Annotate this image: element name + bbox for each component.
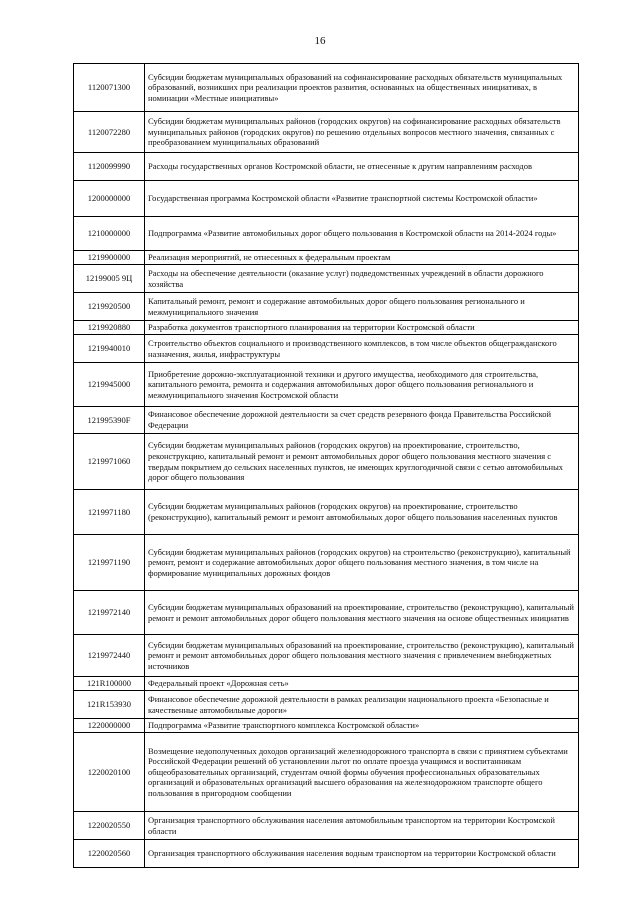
row-description: Расходы государственных органов Костромской области, не отнесенные к другим направлениям расходов bbox=[145, 153, 579, 181]
row-description: Субсидии бюджетам муниципальных районов (городских округов) на строительство (реконструкцию), капитальный ремонт, ремонт и содержание автомобильных дорог общего пользования местного значения, в том числе на формирование муниципальных дорожных фондов bbox=[145, 535, 579, 591]
row-code: 121R153930 bbox=[74, 691, 145, 719]
table-row bbox=[74, 407, 579, 434]
table-row bbox=[74, 719, 579, 733]
table-row bbox=[74, 181, 579, 217]
row-code: 1219971190 bbox=[74, 535, 145, 591]
row-code: 1120071300 bbox=[74, 64, 145, 112]
page-number: 16 bbox=[314, 35, 326, 47]
row-code: 1220020100 bbox=[74, 733, 145, 812]
row-code: 1219972440 bbox=[74, 635, 145, 677]
row-code: 1219971180 bbox=[74, 490, 145, 535]
row-description: Государственная программа Костромской области «Развитие транспортной системы Костромской области» bbox=[145, 181, 579, 217]
row-description: Финансовое обеспечение дорожной деятельности в рамках реализации национального проекта «Безопасные и качественные автомобильные дороги» bbox=[145, 691, 579, 719]
row-code: 1120099990 bbox=[74, 153, 145, 181]
row-code: 1220020560 bbox=[74, 840, 145, 868]
row-description: Расходы на обеспечение деятельности (оказание услуг) подведомственных учреждений в области дорожного хозяйства bbox=[145, 265, 579, 293]
row-code: 1219971060 bbox=[74, 434, 145, 490]
table-row bbox=[74, 153, 579, 181]
row-code: 1219920880 bbox=[74, 321, 145, 335]
row-code: 1219972140 bbox=[74, 591, 145, 635]
row-description: Организация транспортного обслуживания населения водным транспортом на территории Костромской области bbox=[145, 840, 579, 868]
row-description: Капитальный ремонт, ремонт и содержание автомобильных дорог общего пользования регионального и межмуниципального значения bbox=[145, 293, 579, 321]
row-code: 1219945000 bbox=[74, 363, 145, 407]
row-code: 121R100000 bbox=[74, 677, 145, 691]
table-row bbox=[74, 691, 579, 719]
row-description: Подпрограмма «Развитие транспортного комплекса Костромской области» bbox=[145, 719, 579, 733]
table-row bbox=[74, 635, 579, 677]
row-code: 1220020550 bbox=[74, 812, 145, 840]
row-code: 1219920500 bbox=[74, 293, 145, 321]
row-code: 1220000000 bbox=[74, 719, 145, 733]
row-description: Разработка документов транспортного планирования на территории Костромской области bbox=[145, 321, 579, 335]
row-code: 1200000000 bbox=[74, 181, 145, 217]
row-code: 1210000000 bbox=[74, 217, 145, 251]
row-code: 1120072280 bbox=[74, 112, 145, 153]
table-row bbox=[74, 535, 579, 591]
table-row bbox=[74, 64, 579, 112]
row-description: Субсидии бюджетам муниципальных образований на проектирование, строительство (реконструкцию), капитальный ремонт и ремонт автомобильных дорог общего пользования местного значения с привлечением внебюджетных источников bbox=[145, 635, 579, 677]
row-description: Субсидии бюджетам муниципальных районов (городских округов) на проектирование, строительство, реконструкцию, капитальный ремонт и ремонт автомобильных дорог общего пользования местного значения с твердым покрытием до сельских населенных пунктов, не имеющих круглогодичной связи с сетью автомобильных дорог общего пользования bbox=[145, 434, 579, 490]
table-row bbox=[74, 490, 579, 535]
row-description: Организация транспортного обслуживания населения автомобильным транспортом на территории Костромской области bbox=[145, 812, 579, 840]
row-description: Федеральный проект «Дорожная сеть» bbox=[145, 677, 579, 691]
table-row bbox=[74, 265, 579, 293]
row-description: Реализация мероприятий, не отнесенных к федеральным проектам bbox=[145, 251, 579, 265]
row-description: Подпрограмма «Развитие автомобильных дорог общего пользования в Костромской области на 2014-2024 годы» bbox=[145, 217, 579, 251]
row-description: Субсидии бюджетам муниципальных районов (городских округов) на софинансирование расходных обязательств муниципальных районов (городских округов) по решению отдельных вопросов местного значения, связанных с преобразованием муниципальных образований bbox=[145, 112, 579, 153]
row-description: Возмещение недополученных доходов организаций железнодорожного транспорта в связи с принятием субъектами Российской Федерации решений об установлении льгот по оплате проезда учащимся и воспитанникам общеобразовательных организаций, студентам очной формы обучения профессиональных образовательных организаций и образовательных организаций высшего образования на железнодорожном транспорте общего пользования в пригородном сообщении bbox=[145, 733, 579, 812]
row-code: 121995390F bbox=[74, 407, 145, 434]
row-code: 12199005 9Ц bbox=[74, 265, 145, 293]
table-row bbox=[74, 677, 579, 691]
table-row bbox=[74, 293, 579, 321]
table-row bbox=[74, 434, 579, 490]
table-row bbox=[74, 812, 579, 840]
row-code: 1219900000 bbox=[74, 251, 145, 265]
table-row bbox=[74, 363, 579, 407]
table-row bbox=[74, 591, 579, 635]
table-row bbox=[74, 321, 579, 335]
row-description: Приобретение дорожно-эксплуатационной техники и другого имущества, необходимого для строительства, капитального ремонта, ремонта и содержания автомобильных дорог общего пользования регионального и межмуниципального значения Костромской области bbox=[145, 363, 579, 407]
budget-classification-table bbox=[73, 63, 579, 868]
row-description: Строительство объектов социального и производственного комплексов, в том числе объектов общегражданского назначения, жилья, инфраструктуры bbox=[145, 335, 579, 363]
row-description: Субсидии бюджетам муниципальных образований на софинансирование расходных обязательств муниципальных образований, возникших при реализации проектов развития, основанных на общественных инициативах, в номинации «Местные инициативы» bbox=[145, 64, 579, 112]
table-row bbox=[74, 217, 579, 251]
table-row bbox=[74, 335, 579, 363]
table-row bbox=[74, 733, 579, 812]
row-description: Субсидии бюджетам муниципальных образований на проектирование, строительство (реконструкцию), капитальный ремонт и ремонт автомобильных дорог общего пользования местного значения на основе общественных инициатив bbox=[145, 591, 579, 635]
table-row bbox=[74, 251, 579, 265]
table-row bbox=[74, 112, 579, 153]
table-row bbox=[74, 840, 579, 868]
row-description: Финансовое обеспечение дорожной деятельности за счет средств резервного фонда Правительства Российской Федерации bbox=[145, 407, 579, 434]
row-description: Субсидии бюджетам муниципальных районов (городских округов) на проектирование, строительство (реконструкцию), капитальный ремонт и ремонт автомобильных дорог общего пользования населенных пунктов bbox=[145, 490, 579, 535]
row-code: 1219940010 bbox=[74, 335, 145, 363]
